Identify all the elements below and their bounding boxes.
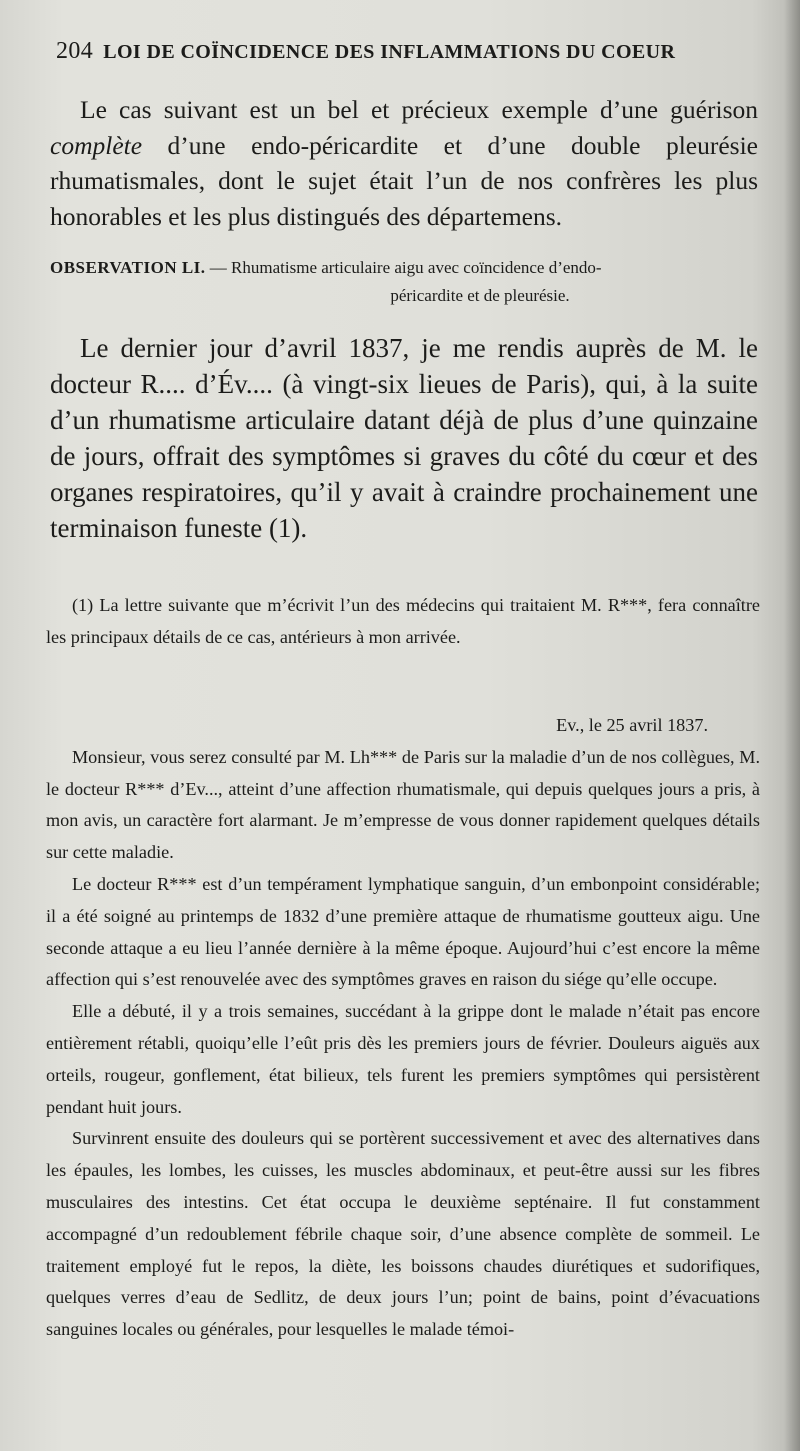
- case-text: Le dernier jour d’avril 1837, je me rendis auprès de M. le docteur R.... d’Év.... (à vingt-six lieues de Paris), qui, à la suite d’un rhumatisme articulaire datant déjà de plus d’une quinzaine de jours, offrait des symptômes si graves du côté du cœur et des organes respiratoires, qu’il y avait à craindre prochainement une terminaison funeste (1).: [50, 333, 758, 543]
- letter-dateline: Ev., le 25 avril 1837.: [556, 715, 708, 735]
- letter-paragraph: Le docteur R*** est d’un tempérament lymphatique sanguin, d’un embonpoint considérable; il a été soigné au printemps de 1832 d’une première attaque de rhumatisme goutteux aigu. Une seconde attaque a eu lieu l’année dernière à la même époque. Aujourd’hui c’est encore la même affection qui s’est renouvelée avec des symptômes graves en raison du siége qu’elle occupe.: [46, 873, 760, 990]
- intro-text-end: d’une endo-péricardite et d’une double pleurésie rhumatismales, dont le sujet était l’un de nos confrères les plus honorables et les plus distingués des départemens.: [50, 130, 758, 231]
- intro-paragraph: [50, 92, 758, 234]
- observation-title-line2: péricardite et de pleurésie.: [390, 286, 570, 305]
- letter-paragraph: Monsieur, vous serez consulté par M. Lh*** de Paris sur la maladie d’un de nos collègues, M. le docteur R*** d’Ev..., atteint d’une affection rhumatismale, qui depuis quelques jours a pris, à mon avis, un caractère fort alarmant. Je m’empresse de vous donner rapidement quelques détails sur cette maladie.: [46, 746, 760, 863]
- intro-text-start: Le cas suivant est un bel et précieux exemple d’une guérison: [80, 95, 758, 124]
- intro-emphasis: complète: [50, 130, 143, 160]
- letter-paragraph: Elle a débuté, il y a trois semaines, succédant à la grippe dont le malade n’était pas encore entièrement rétabli, quoiqu’elle l’eût pris dès les premiers jours de février. Douleurs aiguës aux orteils, rougeur, gonflement, état bilieux, tels furent les premiers symptômes qui persistèrent pendant huit jours.: [46, 1001, 760, 1117]
- letter-paragraph: Survinrent ensuite des douleurs qui se portèrent successivement et avec des alternatives dans les épaules, les lombes, les cuisses, les muscles abdominaux, et peut-être aussi sur les fibres musculaires des intestins. Cet état occupa le deuxième septénaire. Il fut constamment accompagné d’un redoublement fébrile chaque soir, d’une absence complète de sommeil. Le traitement employé fut le repos, la diète, les boissons chaudes diurétiques et sudorifiques, quelques verres d’eau de Sedlitz, de deux jours l’un; point de bains, point d’évacuations sanguines locales ou générales, pour lesquelles le malade témoi-: [46, 1128, 760, 1340]
- page-edge-shadow: [784, 0, 800, 1451]
- page-number: 204: [56, 38, 94, 64]
- footnote: [46, 590, 760, 654]
- running-header: [56, 38, 726, 65]
- letter: [46, 710, 760, 1346]
- running-title: LOI DE COÏNCIDENCE DES INFLAMMATIONS DU COEUR: [103, 41, 676, 63]
- observation-label: OBSERVATION LI.: [50, 258, 206, 277]
- case-paragraph: [50, 330, 758, 546]
- observation-heading: [50, 254, 760, 310]
- footnote-text: (1) La lettre suivante que m’écrivit l’un des médecins qui traitaient M. R***, fera connaître les principaux détails de ce cas, antérieurs à mon arrivée.: [46, 595, 760, 647]
- observation-title-line1: — Rhumatisme articulaire aigu avec coïncidence d’endo-: [209, 258, 602, 277]
